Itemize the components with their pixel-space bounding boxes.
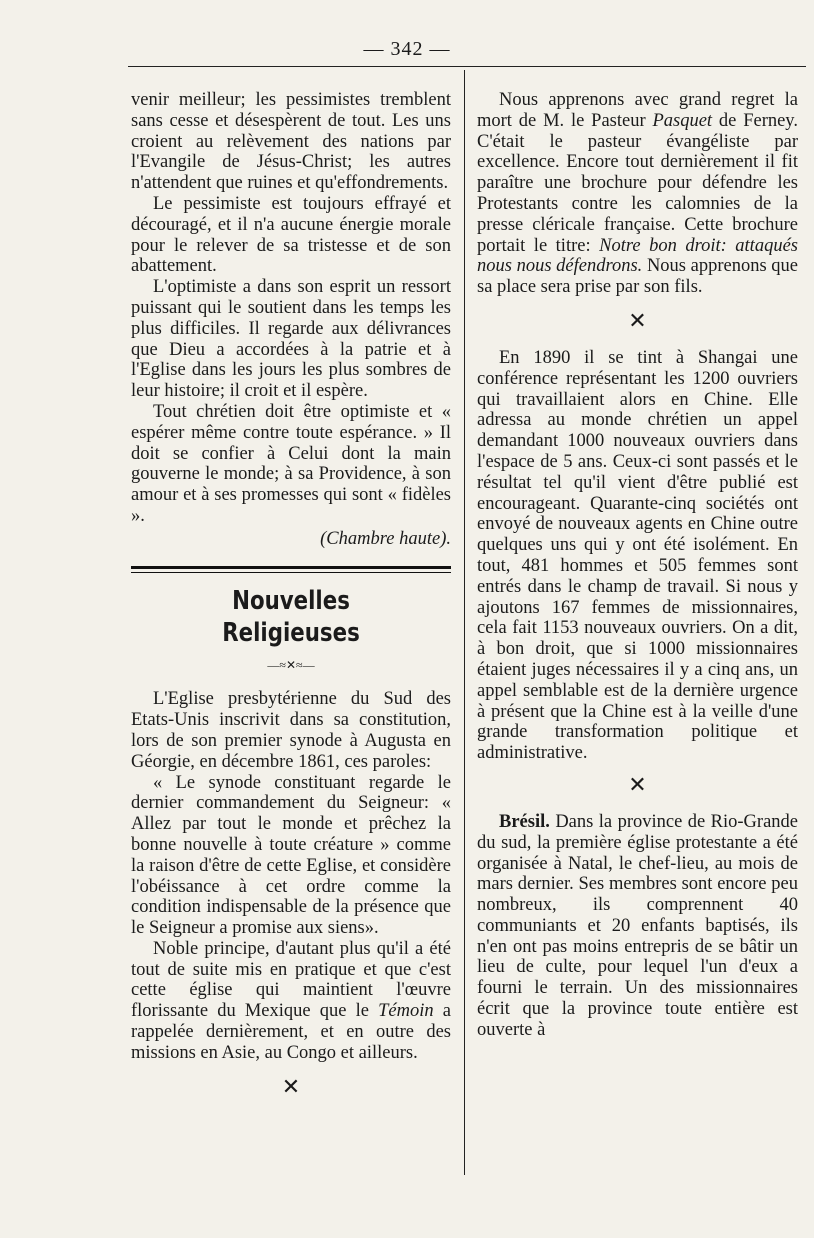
left-column [131, 90, 451, 1114]
paragraph-optimist: L'optimiste a dans son esprit un ressort puissant qui le soutient dans les temps les plus difficiles. Il regarde aux délivrances que Dieu a accordées à la patrie et à l'Eglise dans les jours les plus sombres de leur histoire; il croit et il espère. [131, 277, 451, 402]
text-segment: Noble principe, d'autant plus qu'il a été tout de suite mis en pratique et que c'est cette église qui maintient l'œuvre florissante du Mexique que le [131, 938, 451, 1022]
paragraph-bresil [477, 812, 798, 1041]
pasquet-name: Pasquet [652, 110, 713, 131]
article-signature: (Chambre haute). [320, 528, 451, 549]
separator-cross-icon: ✕ [628, 771, 647, 797]
brochure-title: Notre bon droit: attaqués nous nous défendrons. [477, 235, 798, 277]
paragraph-pasquet-obituary [477, 90, 798, 298]
section-title: Nouvelles Religieuses [222, 585, 360, 648]
temoin-title: Témoin [378, 1001, 434, 1022]
right-column [477, 90, 798, 1041]
text-segment: a rappelée dernièrement, et en outre des missions en Asie, au Congo et ailleurs. [131, 1001, 452, 1063]
text-segment: Nous apprenons avec grand regret la mort de M. le Pasteur [477, 90, 798, 131]
paragraph-pessimist: Le pessimiste est toujours effrayé et découragé, et il n'a aucune énergie morale pour le relever de sa tristesse et de son abattement. [131, 193, 451, 277]
text-segment: de Ferney. C'était le pasteur évangéliste par excellence. Encore tout dernièrement il fit paraître une brochure pour défendre les Protestants contre les calomnies de la presse cléricale française. Cette brochure portait le titre: [477, 110, 798, 256]
column-divider [464, 70, 465, 1175]
separator-cross-icon: ✕ [281, 1073, 301, 1099]
paragraph-shanghai-conference: En 1890 il se tint à Shangai une conférence représentant les 1200 ouvriers qui travaillaient alors en Chine. Elle adressa au monde chrétien un appel demandant 1000 nouveaux ouvriers dans l'espace de 5 ans. Ceux-ci sont passés et le résultat tel qu'il vient d'être publié est encourageant. Quarante-cinq sociétés ont envoyé de nouveaux agents en Chine outre quelques uns qui y ont été isolément. En tout, 481 hommes et 505 femmes sont entrés dans le champ de travail. Si nous y ajoutons 167 femmes de missionnaires, cela fait 1153 nouveaux ouvriers. On a dit, à bon droit, que si 1000 missionnaires étaient juges nécessaires il y a cinq ans, un appel semblable est de la dernière urgence à présent que la Chine est à la veille d'une grande transformation politique et administrative. [477, 347, 798, 764]
paragraph-noble-principle [131, 939, 451, 1064]
paragraph-christian-optimism: Tout chrétien doit être optimiste et « espérer même contre toute espérance. » Il doit se confier à Celui dont la main gouverne le monde; à sa Providence, à son amour et à ses promesses qui sont « fidèles ». [131, 401, 451, 526]
section-rule-thin [131, 572, 451, 573]
text-segment: Nous apprenons que sa place sera prise par son fils. [477, 256, 798, 298]
bresil-heading: Brésil. [499, 811, 550, 832]
paragraph-optimism-intro: venir meilleur; les pessimistes tremblent sans cesse et désespèrent de tout. Les uns croient au relèvement des nations par l'Evangile de Jésus-Christ; les autres n'attendent que ruines et qu'effondrements. [131, 90, 451, 194]
section-rule-thick [131, 566, 451, 569]
page-number: — 342 — [363, 38, 451, 60]
header-rule [128, 66, 806, 67]
title-ornament: —≈✕≈— [267, 657, 315, 672]
paragraph-synod-quote: « Le synode constituant regarde le dernier commandement du Seigneur: « Allez par tout le monde et prêchez la bonne nouvelle à toute créature » comme la raison d'être de cette Eglise, et considère l'obéissance à cet ordre comme la condition indispensable de la présence que le Seigneur a promise aux siens». [131, 772, 451, 939]
text-segment: Dans la province de Rio-Grande du sud, la première église protestante a été organisée à Natal, le chef-lieu, au mois de mars dernier. Ses membres sont encore peu nombreux, ils comprennent 40 communiants et 20 enfants baptisés, ils n'en ont pas moins entrepris de se bâtir un lieu de culte, pour lequel l'un d'eux a fourni le terrain. Un des missionnaires écrit que la province toute entière est ouverte à [477, 811, 798, 1040]
separator-cross-icon: ✕ [628, 307, 647, 333]
paragraph-presbyterian-church: L'Eglise presbytérienne du Sud des Etats-Unis inscrivit dans sa constitution, lors de son premier synode à Augusta en Géorgie, en décembre 1861, ces paroles: [131, 689, 451, 772]
